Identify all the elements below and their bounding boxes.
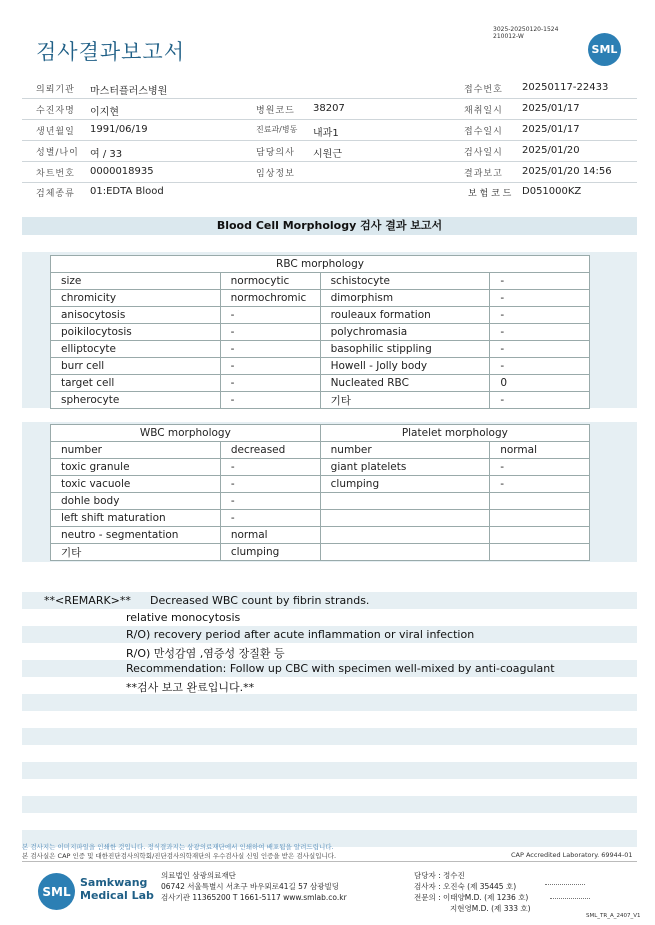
lab-address: 06742 서울특별시 서초구 바우뫼로41길 57 삼광빌딩 (161, 882, 340, 891)
rbc-cell: Howell - Jolly body (320, 358, 490, 375)
rbc-cell: - (490, 341, 590, 358)
wbc-cell (320, 544, 490, 561)
rbc-row (51, 341, 590, 358)
band-empty-2 (22, 728, 637, 745)
receive-label: 접수일시 (464, 127, 503, 137)
wbc-cell: clumping (220, 544, 320, 561)
collect-label: 채취일시 (464, 106, 503, 116)
name-value: 이지현 (90, 107, 119, 118)
staff-block (414, 870, 531, 914)
info-row-5 (22, 162, 637, 183)
info-row-3 (22, 120, 637, 141)
wbc-cell: toxic vacuole (51, 476, 221, 493)
remark-line-6: **검사 보고 완료입니다.** (126, 681, 255, 694)
wbc-cell: - (220, 476, 320, 493)
rbc-cell: normochromic (220, 290, 320, 307)
wbc-cell: - (220, 510, 320, 527)
rbc-cell: elliptocyte (51, 341, 221, 358)
wbc-cell: dohle body (51, 493, 221, 510)
wbc-cell: number (320, 442, 490, 459)
rbc-row (51, 290, 590, 307)
chart-label: 차트번호 (36, 169, 75, 179)
wbc-cell (490, 510, 590, 527)
rbc-cell: - (220, 324, 320, 341)
staff-tester: 검사자 : 오진숙 (제 35445 호) (414, 882, 517, 891)
wbc-cell: - (490, 476, 590, 493)
wbc-row (51, 476, 590, 493)
wbc-cell (490, 493, 590, 510)
specimen-value: 01:EDTA Blood (90, 186, 164, 197)
rbc-cell: anisocytosis (51, 307, 221, 324)
lab-name-line2: Medical Lab (80, 889, 154, 902)
wbc-cell: clumping (320, 476, 490, 493)
rbc-cell: - (220, 392, 320, 409)
rbc-cell: - (220, 307, 320, 324)
band-empty-1 (22, 694, 637, 711)
rbc-cell: target cell (51, 375, 221, 392)
sex-age-label: 성별/나이 (36, 148, 79, 158)
wbc-cell (490, 544, 590, 561)
sex-age-value: 여 / 33 (90, 149, 123, 160)
wbc-cell: neutro - segmentation (51, 527, 221, 544)
rbc-cell: - (490, 358, 590, 375)
hosp-code-label: 병원코드 (256, 106, 295, 116)
signature-mark-2 (550, 898, 590, 899)
wbc-row (51, 442, 590, 459)
lab-address-block (161, 870, 347, 903)
remark-line-4: R/O) 만성감염 ,염증성 장질환 등 (126, 647, 285, 660)
rbc-cell: dimorphism (320, 290, 490, 307)
chart-value: 0000018935 (90, 166, 154, 177)
document-id-line2: 210012-W (493, 33, 524, 40)
wbc-row (51, 527, 590, 544)
info-row-4 (22, 141, 637, 162)
wbc-cell: 기타 (51, 544, 221, 561)
rbc-row (51, 375, 590, 392)
remark-line-3: R/O) recovery period after acute inflammation or viral infection (126, 628, 475, 641)
staff-manager: 담당자 : 정수진 (414, 871, 465, 880)
lab-org: 의료법인 삼광의료재단 (161, 871, 236, 880)
report-value: 2025/01/20 14:56 (522, 166, 612, 177)
doctor-value: 시원근 (313, 149, 342, 160)
wbc-cell (320, 527, 490, 544)
staff-specialist-1: 전문의 : 이태양M.D. (제 1236 호) (414, 893, 529, 902)
footer-note-2: 본 검사실은 CAP 인증 및 대한진단검사의학회/진단검사의학재단의 우수검사실 신임 인증을 받은 검사실입니다. (22, 852, 337, 860)
rbc-cell: - (490, 324, 590, 341)
rbc-cell: - (490, 290, 590, 307)
wbc-cell (320, 510, 490, 527)
wbc-cell: decreased (220, 442, 320, 459)
lab-name (80, 876, 154, 902)
insurance-value: D051000KZ (522, 186, 582, 197)
cap-accreditation: CAP Accredited Laboratory. 69944-01 (511, 851, 633, 859)
platelet-title: Platelet morphology (320, 425, 589, 442)
rbc-cell: schistocyte (320, 273, 490, 290)
receipt-no-value: 20250117-22433 (522, 82, 609, 93)
footer-note-1: 본 검사지는 이미지파일을 인쇄한 것입니다. 정식결과지는 삼광의료재단에서 인쇄하여 배포됨을 알려드립니다. (22, 843, 334, 851)
band-empty-4 (22, 796, 637, 813)
document-id (493, 26, 558, 40)
wbc-cell: - (220, 493, 320, 510)
band-empty-3 (22, 762, 637, 779)
form-code: SML_TR_A_2407_V1 (586, 913, 641, 919)
rbc-cell: spherocyte (51, 392, 221, 409)
info-row-2 (22, 99, 637, 120)
rbc-title: RBC morphology (51, 256, 590, 273)
rbc-cell: rouleaux formation (320, 307, 490, 324)
wbc-cell: normal (490, 442, 590, 459)
rbc-cell: size (51, 273, 221, 290)
rbc-cell: 0 (490, 375, 590, 392)
wbc-title: WBC morphology (51, 425, 321, 442)
wbc-row (51, 493, 590, 510)
rbc-cell: - (490, 273, 590, 290)
remark-label: **<REMARK>** (44, 594, 131, 607)
footer-divider (22, 861, 637, 862)
doctor-label: 담당의사 (256, 148, 295, 158)
report-label: 결과보고 (464, 169, 503, 179)
rbc-cell: Nucleated RBC (320, 375, 490, 392)
rbc-table (50, 255, 590, 409)
rbc-cell: - (220, 358, 320, 375)
page-title: 검사결과보고서 (36, 40, 186, 64)
test-date-label: 검사일시 (464, 148, 503, 158)
signature-mark-1 (545, 884, 585, 885)
wbc-row (51, 459, 590, 476)
remark-line-5: Recommendation: Follow up CBC with specimen well-mixed by anti-coagulant (126, 662, 555, 675)
rbc-cell: - (220, 375, 320, 392)
hosp-code-value: 38207 (313, 103, 345, 114)
rbc-cell: chromicity (51, 290, 221, 307)
rbc-row (51, 358, 590, 375)
receive-value: 2025/01/17 (522, 124, 580, 135)
wbc-cell: - (490, 459, 590, 476)
rbc-cell: burr cell (51, 358, 221, 375)
wbc-cell: normal (220, 527, 320, 544)
wbc-cell (320, 493, 490, 510)
lab-contact: 검사기관 11365200 T 1661-5117 www.smlab.co.kr (161, 893, 347, 902)
clinical-label: 임상정보 (256, 169, 295, 179)
wbc-row (51, 510, 590, 527)
rbc-row (51, 392, 590, 409)
info-row-6 (22, 182, 637, 202)
hospital-label: 의뢰기관 (36, 85, 75, 95)
sml-footer-logo: SML (38, 873, 75, 910)
lab-name-line1: Samkwang (80, 876, 148, 889)
insurance-label: 보 험 코 드 (468, 189, 512, 199)
section-title: Blood Cell Morphology 검사 결과 보고서 (22, 217, 637, 235)
receipt-no-label: 접수번호 (464, 85, 503, 95)
collect-value: 2025/01/17 (522, 103, 580, 114)
name-label: 수진자명 (36, 106, 75, 116)
wbc-row (51, 544, 590, 561)
dept-value: 내과1 (313, 128, 339, 139)
info-row-1 (22, 78, 637, 99)
remark-line-2: relative monocytosis (126, 611, 241, 624)
hospital-value: 마스터플러스병원 (90, 86, 168, 97)
rbc-cell: normocytic (220, 273, 320, 290)
wbc-platelet-table (50, 424, 590, 561)
wbc-cell: left shift maturation (51, 510, 221, 527)
rbc-cell: 기타 (320, 392, 490, 409)
document-id-line1: 3025-20250120-1524 (493, 26, 559, 33)
rbc-cell: - (220, 341, 320, 358)
sml-logo: SML (588, 33, 621, 66)
rbc-cell: - (490, 307, 590, 324)
rbc-row (51, 324, 590, 341)
specimen-label: 검체종류 (36, 189, 75, 199)
test-date-value: 2025/01/20 (522, 145, 580, 156)
wbc-cell (490, 527, 590, 544)
rbc-cell: poikilocytosis (51, 324, 221, 341)
staff-specialist-2: 지현영M.D. (제 333 호) (450, 904, 531, 913)
wbc-cell: - (220, 459, 320, 476)
rbc-cell: polychromasia (320, 324, 490, 341)
remark-line-1: Decreased WBC count by fibrin strands. (150, 594, 370, 607)
dob-label: 생년월일 (36, 127, 75, 137)
wbc-cell: number (51, 442, 221, 459)
wbc-cell: giant platelets (320, 459, 490, 476)
dept-label: 진료과/병동 (256, 125, 298, 134)
rbc-cell: basophilic stippling (320, 341, 490, 358)
rbc-row (51, 307, 590, 324)
rbc-row (51, 273, 590, 290)
dob-value: 1991/06/19 (90, 124, 148, 135)
rbc-cell: - (490, 392, 590, 409)
wbc-cell: toxic granule (51, 459, 221, 476)
